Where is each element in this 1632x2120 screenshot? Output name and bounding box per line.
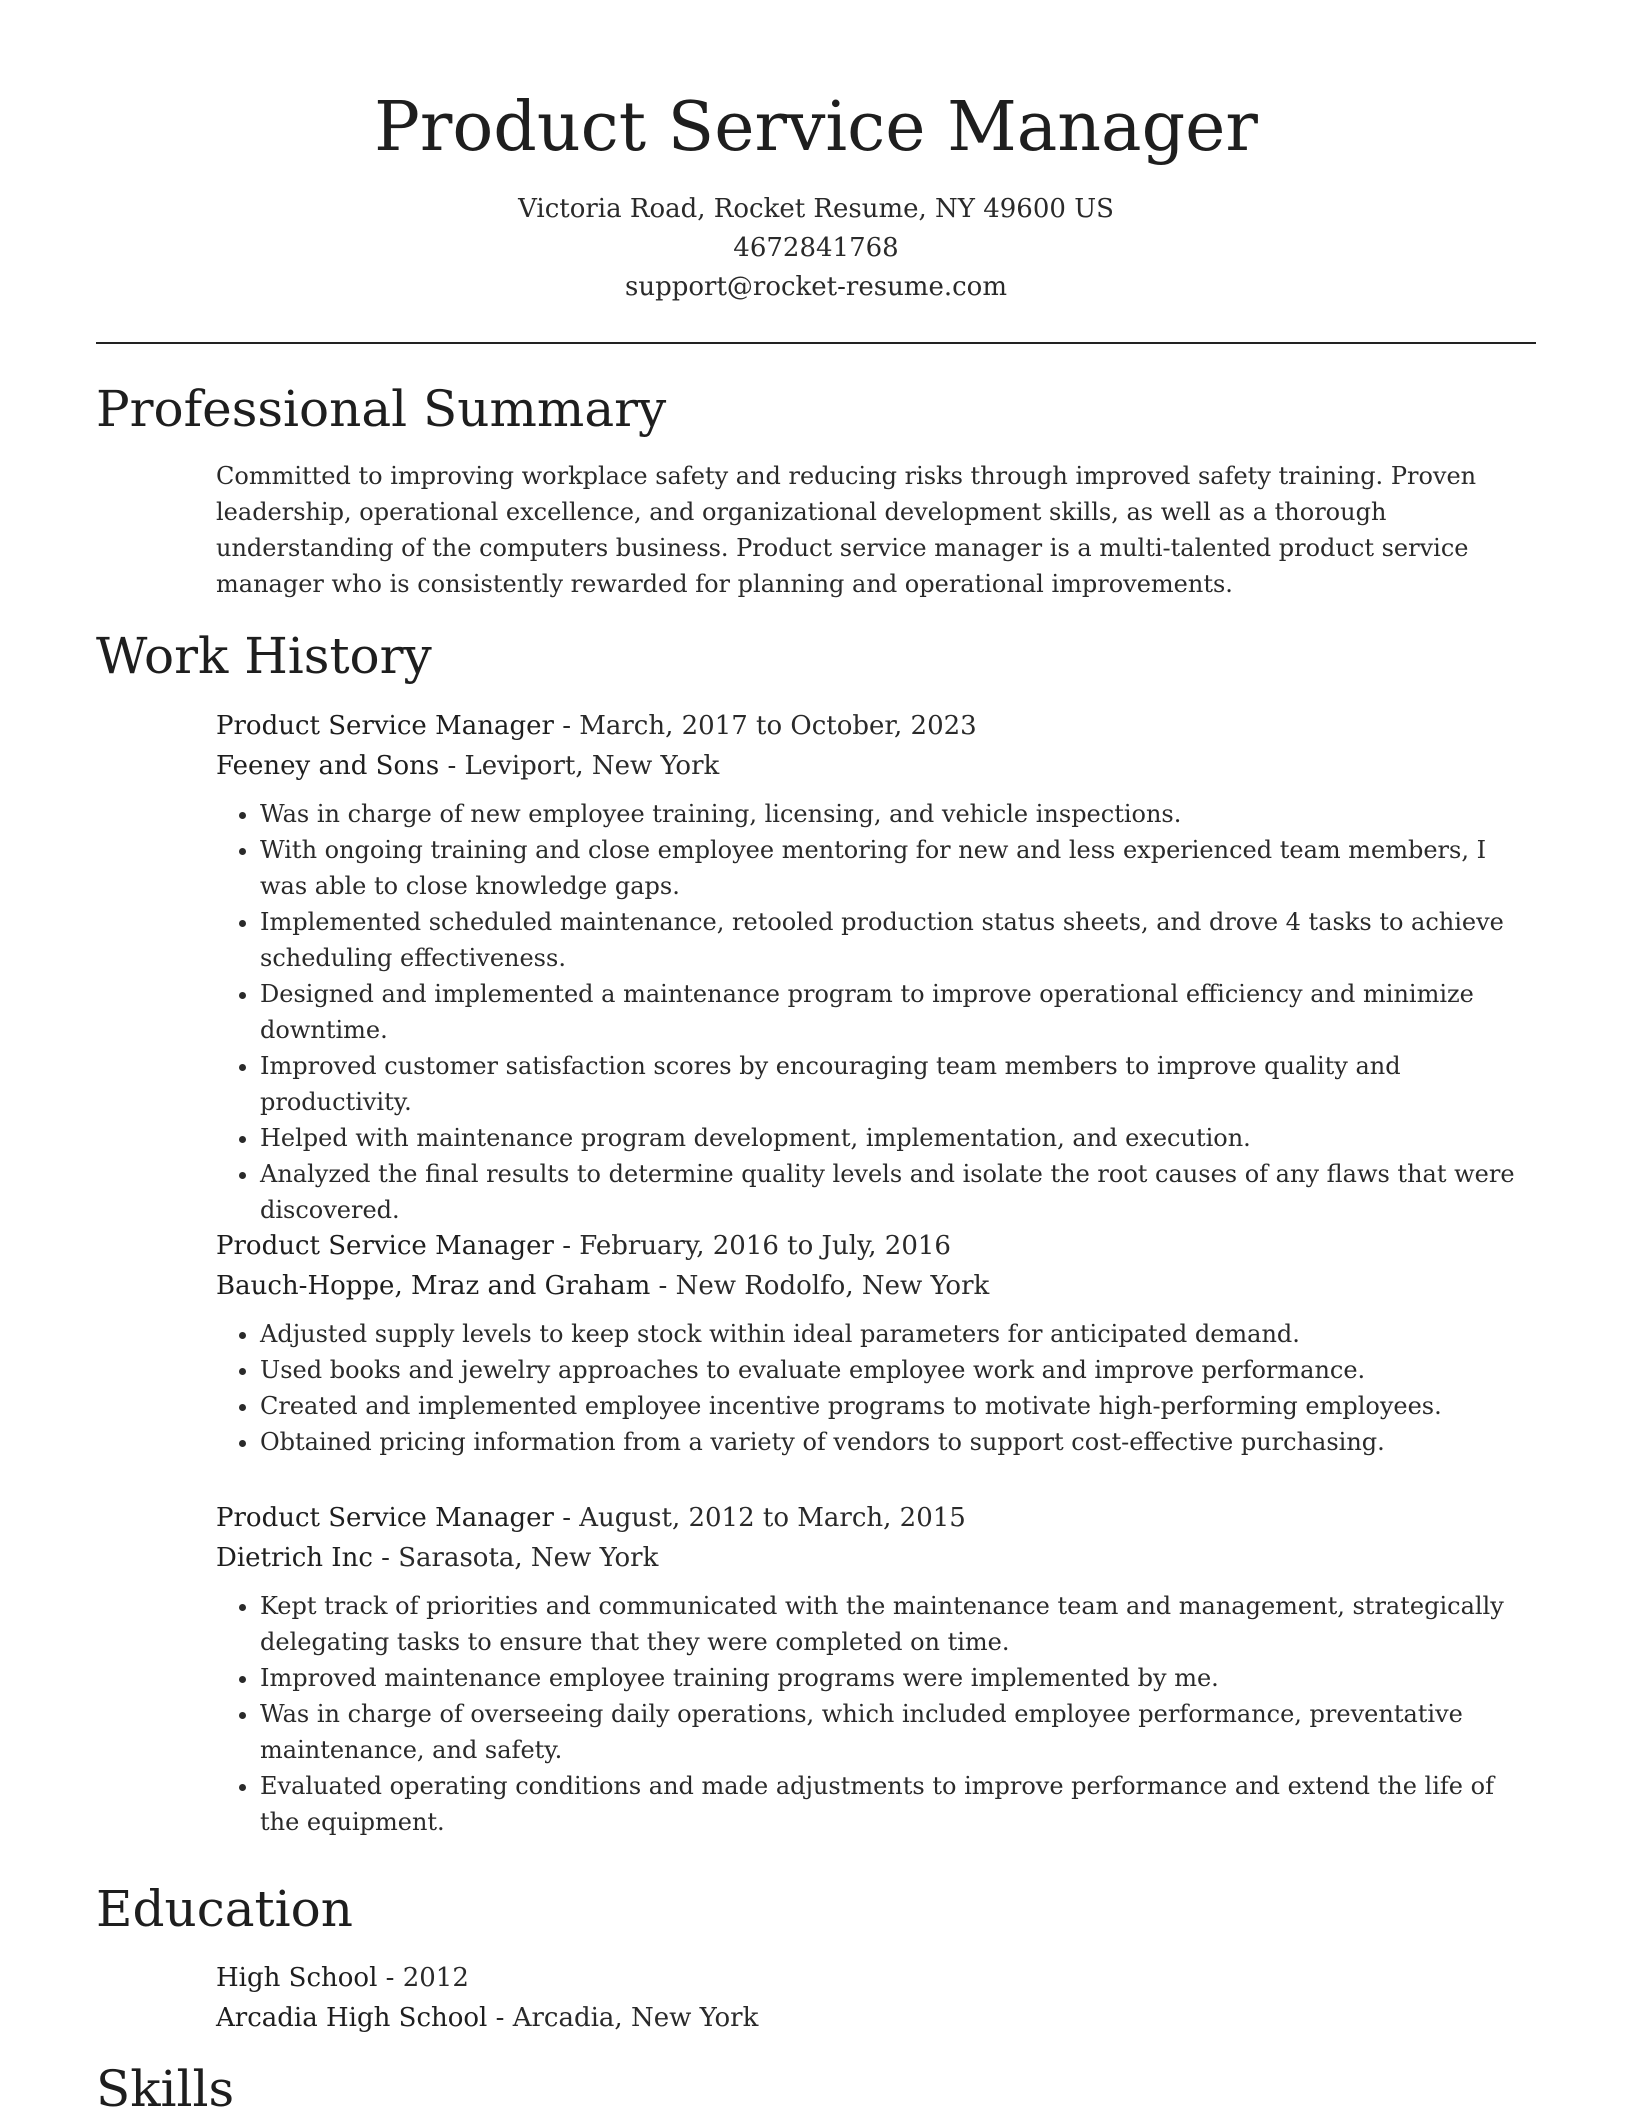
job-dates: - August, 2012 to March, 2015	[562, 1503, 966, 1533]
list-item: • Analyzed the final results to determine quality levels and isolate the root causes of any flaws that were discovered.	[260, 1156, 1538, 1228]
list-item: • Used books and jewelry approaches to evaluate employee work and improve performance.	[260, 1352, 1538, 1388]
list-item: • Created and implemented employee incentive programs to motivate high-performing employees.	[260, 1388, 1538, 1424]
job-title-line	[216, 1226, 1538, 1266]
summary-text: Committed to improving workplace safety and reducing risks through improved safety training. Proven leadership, operational excellence, and organizational development skills, as well as a thorough understanding of the computers business. Product service manager is a multi-talented product service manager who is consistently rewarded for planning and operational improvements.	[216, 462, 1477, 598]
contact-email: support@rocket-resume.com	[624, 272, 1007, 302]
header-divider	[96, 342, 1536, 344]
job-location: - Leviport, New York	[447, 751, 720, 781]
list-item: • Evaluated operating conditions and made adjustments to improve performance and extend the life of the equipment.	[260, 1768, 1538, 1840]
education-school-line	[216, 1998, 1538, 2038]
job-entry	[216, 1498, 1538, 1840]
job-location: - New Rodolfo, New York	[658, 1271, 990, 1301]
list-item: • Implemented scheduled maintenance, retooled production status sheets, and drove 4 tasks to achieve scheduling effectiveness.	[260, 904, 1538, 976]
contact-address: Victoria Road, Rocket Resume, NY 49600 US	[518, 194, 1114, 224]
resume-header	[0, 80, 1632, 307]
job-bullets	[216, 1316, 1538, 1460]
job-company-line	[216, 1266, 1538, 1306]
job-company: Bauch-Hoppe, Mraz and Graham	[216, 1271, 651, 1301]
job-location: - Sarasota, New York	[381, 1543, 659, 1573]
list-item: • Adjusted supply levels to keep stock within ideal parameters for anticipated demand.	[260, 1316, 1538, 1352]
job-company-line	[216, 746, 1538, 786]
education-entry	[216, 1958, 1538, 2038]
list-item: • With ongoing training and close employee mentoring for new and less experienced team members, I was able to close knowledge gaps.	[260, 832, 1538, 904]
job-entry	[216, 706, 1538, 1228]
list-item: • Kept track of priorities and communicated with the maintenance team and management, strategically delegating tasks to ensure that they were completed on time.	[260, 1588, 1538, 1660]
job-company-line	[216, 1538, 1538, 1578]
education-location: - Arcadia, New York	[495, 2003, 759, 2033]
section-title-skills: Skills	[96, 2060, 235, 2118]
summary-block	[216, 458, 1538, 602]
section-title-summary: Professional Summary	[96, 380, 667, 438]
job-bullets	[216, 1588, 1538, 1840]
education-school: Arcadia High School	[216, 2003, 488, 2033]
job-title-line	[216, 1498, 1538, 1538]
contact-phone: 4672841768	[733, 233, 899, 263]
job-role: Product Service Manager	[216, 1231, 554, 1261]
education-degree-line	[216, 1958, 1538, 1998]
list-item: • Obtained pricing information from a variety of vendors to support cost-effective purchasing.	[260, 1424, 1538, 1460]
section-title-education: Education	[96, 1880, 353, 1938]
job-company: Dietrich Inc	[216, 1543, 373, 1573]
list-item: • Helped with maintenance program development, implementation, and execution.	[260, 1120, 1538, 1156]
list-item: • Improved customer satisfaction scores by encouraging team members to improve quality and productivity.	[260, 1048, 1538, 1120]
job-dates: - March, 2017 to October, 2023	[562, 711, 977, 741]
job-dates: - February, 2016 to July, 2016	[562, 1231, 951, 1261]
job-role: Product Service Manager	[216, 711, 554, 741]
list-item: • Was in charge of overseeing daily operations, which included employee performance, preventative maintenance, and safety.	[260, 1696, 1538, 1768]
list-item: • Improved maintenance employee training programs were implemented by me.	[260, 1660, 1538, 1696]
list-item: • Designed and implemented a maintenance program to improve operational efficiency and minimize downtime.	[260, 976, 1538, 1048]
job-bullets	[216, 796, 1538, 1228]
education-year: - 2012	[385, 1963, 469, 1993]
list-item: • Was in charge of new employee training, licensing, and vehicle inspections.	[260, 796, 1538, 832]
section-title-work-history: Work History	[96, 627, 432, 685]
job-title-line	[216, 706, 1538, 746]
job-entry	[216, 1226, 1538, 1460]
candidate-name: Product Service Manager	[374, 88, 1258, 167]
job-company: Feeney and Sons	[216, 751, 440, 781]
job-role: Product Service Manager	[216, 1503, 554, 1533]
education-degree: High School	[216, 1963, 378, 1993]
